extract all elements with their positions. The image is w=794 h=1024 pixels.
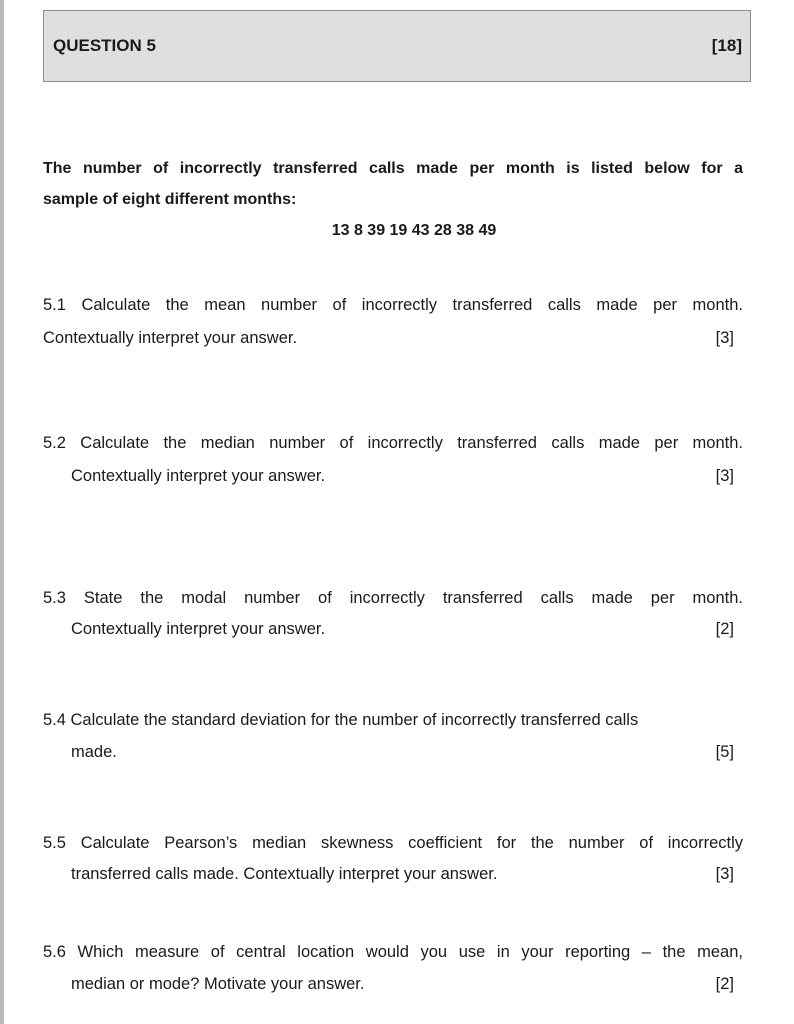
question-5-3-line-2: Contextually interpret your answer.: [71, 620, 326, 638]
question-5-4-marks: [5]: [715, 743, 734, 761]
question-5-3-marks: [2]: [715, 620, 734, 638]
page-left-edge: [0, 0, 4, 1024]
question-5-1-line-2: Contextually interpret your answer.: [43, 329, 298, 347]
question-5-3-line-1: 5.3 State the modal number of incorrectly transferred calls made per month.: [43, 589, 743, 607]
question-5-5-line-2: transferred calls made. Contextually interpret your answer.: [71, 865, 498, 883]
question-total-marks: [18]: [711, 36, 742, 55]
question-5-5-line-1: 5.5 Calculate Pearson’s median skewness coefficient for the number of incorrectly: [43, 834, 743, 852]
question-5-2-line-2: Contextually interpret your answer.: [71, 467, 326, 485]
question-5-2-line-1: 5.2 Calculate the median number of incorrectly transferred calls made per month.: [43, 434, 743, 452]
question-header-box: [43, 10, 751, 82]
question-5-6-marks: [2]: [715, 975, 734, 993]
question-5-5-marks: [3]: [715, 865, 734, 883]
intro-line-2: sample of eight different months:: [43, 191, 297, 208]
question-title: QUESTION 5: [53, 36, 156, 55]
question-5-4-line-1: 5.4 Calculate the standard deviation for the number of incorrectly transferred calls: [43, 711, 639, 729]
intro-line-1: The number of incorrectly transferred calls made per month is listed below for a: [43, 160, 743, 177]
data-values: 13 8 39 19 43 28 38 49: [331, 222, 497, 239]
question-5-1-line-1: 5.1 Calculate the mean number of incorrectly transferred calls made per month.: [43, 296, 743, 314]
question-5-6-line-2: median or mode? Motivate your answer.: [71, 975, 365, 993]
question-5-2-marks: [3]: [715, 467, 734, 485]
question-5-6-line-1: 5.6 Which measure of central location would you use in your reporting – the mean,: [43, 943, 743, 961]
question-5-4-line-2: made.: [71, 743, 117, 761]
question-5-1-marks: [3]: [715, 329, 734, 347]
